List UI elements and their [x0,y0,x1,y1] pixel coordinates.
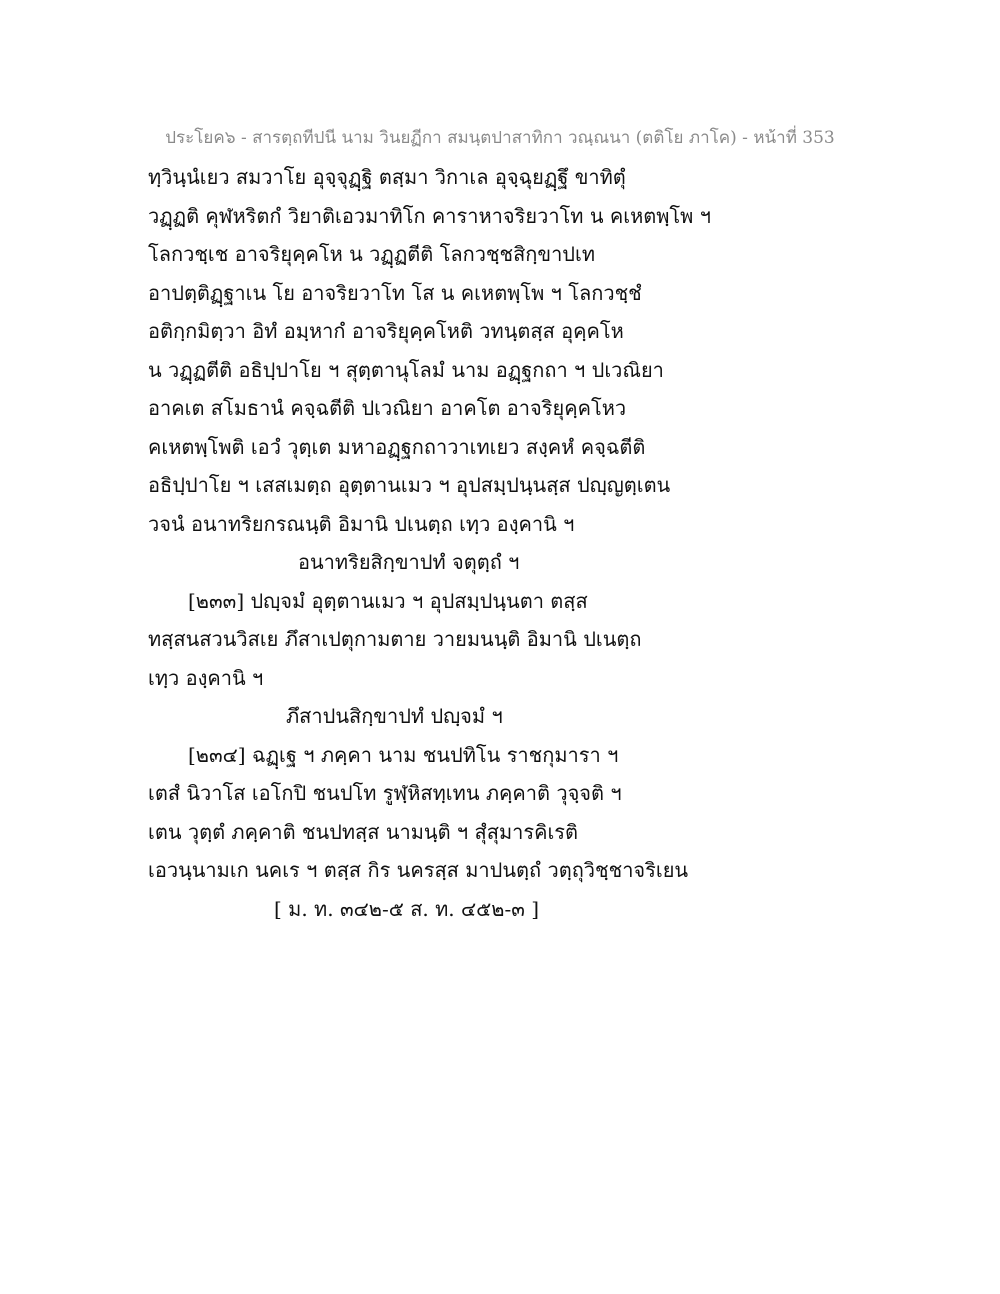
running-header: ประโยค๖ - สารตฺถทีปนี นาม วินยฏีกา สมนฺตปาสาทิกา วณฺณนา (ตติโย ภาโค) - หน้าที่ 353 [165,128,835,148]
text-line: โลกวชฺเช อาจริยุคฺคโห น วฏฺฏตีติ โลกวชฺชสิกฺขาปเท [148,242,596,266]
text-line: อาคเต สโมธานํ คจฺฉตีติ ปเวณิยา อาคโต อาจริยุคฺคโหว [148,396,627,420]
paragraph-start: [๒๓๔] ฉฏฺเฐ ฯ ภคฺคา นาม ชนปทิโน ราชกุมารา ฯ [188,742,619,767]
section-heading: อนาทริยสิกฺขาปทํ จตุตฺถํ ฯ [298,550,520,574]
text-line: อติกฺกมิตฺวา อิทํ อมฺหากํ อาจริยุคฺคโหติ วทนฺตสฺส อุคฺคโห [148,319,624,343]
text-line: เตสํ นิวาโส เอโกปิ ชนปโท รูฬฺหิสทฺเทน ภคฺคาติ วุจฺจติ ฯ [148,781,622,805]
reference-citation: [ ม. ท. ๓๔๒-๕ ส. ท. ๔๕๒-๓ ] [274,896,540,921]
text-line: วฏฺฏติ คุฬหริตกํ วิยาติเอวมาทิโก คาราหาจริยวาโท น คเหตพฺโพ ฯ [148,203,711,228]
text-line: อธิปฺปาโย ฯ เสสเมตฺถ อุตฺตานเมว ฯ อุปสมฺปนฺนสฺส ปญฺญตฺเตน [148,473,671,497]
body-text [148,158,838,928]
text-line: วจนํ อนาทริยกรณนฺติ อิมานิ ปเนตฺถ เทฺว องฺคานิ ฯ [148,511,575,536]
text-line: เตน วุตฺตํ ภคฺคาติ ชนปทสฺส นามนฺติ ฯ สุํสุมารคิเรติ [148,819,579,844]
text-line: อาปตฺติฏฺฐาเน โย อาจริยวาโท โส น คเหตพฺโพ ฯ โลกวชฺชํ [148,280,642,305]
text-line: ทฺวินฺนํเยว สมวาโย อุจฺจุฏฺฐิ ตสฺมา วิกาเล อุจฺฉุยฏฺฐึ ขาทิตุํ [148,165,626,189]
text-line: น วฏฺฏตีติ อธิปฺปาโย ฯ สุตฺตานุโลมํ นาม อฏฺฐกถา ฯ ปเวณิยา [148,357,664,382]
section-heading: ภึสาปนสิกฺขาปทํ ปญฺจมํ ฯ [286,704,503,728]
text-line: เอวนฺนามเก นคเร ฯ ตสฺส กิร นครสฺส มาปนตฺถํ วตฺถุวิชฺชาจริเยน [148,858,689,882]
text-line: ทสฺสนสวนวิสเย ภึสาเปตุกามตาย วายมนนฺติ อิมานิ ปเนตฺถ [148,627,642,651]
paragraph-start: [๒๓๓] ปญฺจมํ อุตฺตานเมว ฯ อุปสมฺปนฺนตา ตสฺส [188,588,588,613]
text-line: เทฺว องฺคานิ ฯ [148,665,264,690]
text-line: คเหตพฺโพติ เอวํ วุตฺเต มหาอฏฺฐกถาวาเทเยว สงฺคหํ คจฺฉตีติ [148,434,646,459]
